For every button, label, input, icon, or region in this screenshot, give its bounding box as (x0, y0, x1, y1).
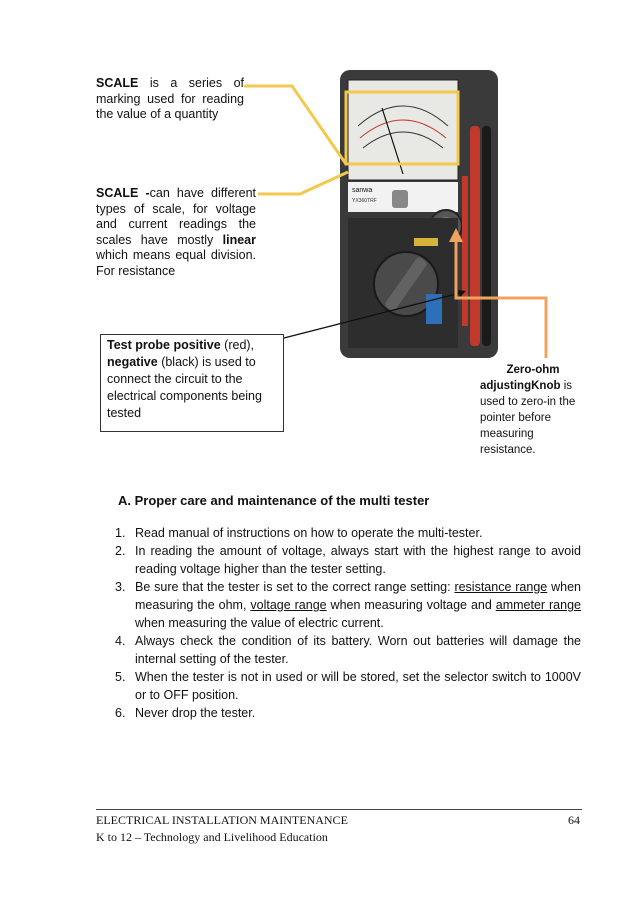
scale-types-arrow (258, 172, 348, 194)
probe-arrow (284, 292, 464, 338)
list-item-text: In reading the amount of voltage, always start with the highest range to avoid reading voltage higher than the tester setting. (135, 544, 581, 576)
list-item-text: Always check the condition of its battery. Worn out batteries will damage the internal setting of the tester. (135, 634, 581, 666)
page-number: 64 (568, 813, 580, 827)
model-label: YX360TRF (352, 198, 377, 204)
section-heading: A. Proper care and maintenance of the multi tester (118, 493, 430, 508)
list-item (115, 668, 581, 704)
underlined-term: ammeter range (495, 598, 581, 612)
maintenance-steps (115, 524, 581, 722)
list-item-number: 1. (115, 526, 126, 540)
footer-title: ELECTRICAL INSTALLATION MAINTENANCE (96, 813, 348, 827)
list-item-text: When the tester is not in used or will be stored, set the selector switch to 1000V or to OFF position. (135, 670, 581, 702)
linear-term: linear (222, 232, 256, 247)
list-item-text: when measuring voltage and (326, 598, 496, 612)
scale-types-callout: SCALE -can have different types of scale, for voltage and current readings the scales have mostly linear which means equal division. For resistance (96, 186, 256, 278)
scale-types-term: SCALE - (96, 186, 150, 200)
scale-term: SCALE (96, 76, 139, 90)
list-item-number: 6. (115, 706, 126, 720)
footer-divider (96, 809, 582, 810)
list-item (115, 542, 581, 578)
list-item-number: 2. (115, 544, 126, 558)
underlined-term: voltage range (250, 598, 327, 612)
list-item (115, 704, 581, 722)
list-item-text: Read manual of instructions on how to operate the multi-tester. (135, 526, 483, 540)
scale-arrow (244, 86, 346, 164)
scale-definition: is a series of marking used for reading the value of a quantity (96, 76, 244, 121)
list-item-text: Be sure that the tester is set to the correct range setting: (135, 580, 455, 594)
brand-label: sanwa (352, 187, 373, 194)
list-item (115, 632, 581, 668)
scale-highlight (346, 92, 458, 164)
list-item-text: when measuring the ohm, (135, 580, 581, 612)
zero-ohm-title: Zero-ohm (506, 364, 560, 376)
zero-ohm-callout: Zero-ohm adjustingKnob is used to zero-in the pointer before measuring resistance. (480, 362, 586, 458)
list-item-text: when measuring the value of electric current. (135, 616, 384, 630)
test-probe-callout: Test probe positive (red), negative (black) is used to connect the circuit to the electrical components being tested (100, 334, 284, 432)
underlined-term: resistance range (454, 580, 548, 594)
zero-ohm-arrow (456, 238, 546, 358)
list-item (115, 524, 581, 542)
list-item (115, 578, 581, 632)
footer-subtitle: K to 12 – Technology and Livelihood Education (96, 830, 328, 844)
list-item-number: 5. (115, 670, 126, 684)
list-item-number: 3. (115, 580, 126, 594)
list-item-number: 4. (115, 634, 126, 648)
list-item-text: Never drop the tester. (135, 706, 256, 720)
